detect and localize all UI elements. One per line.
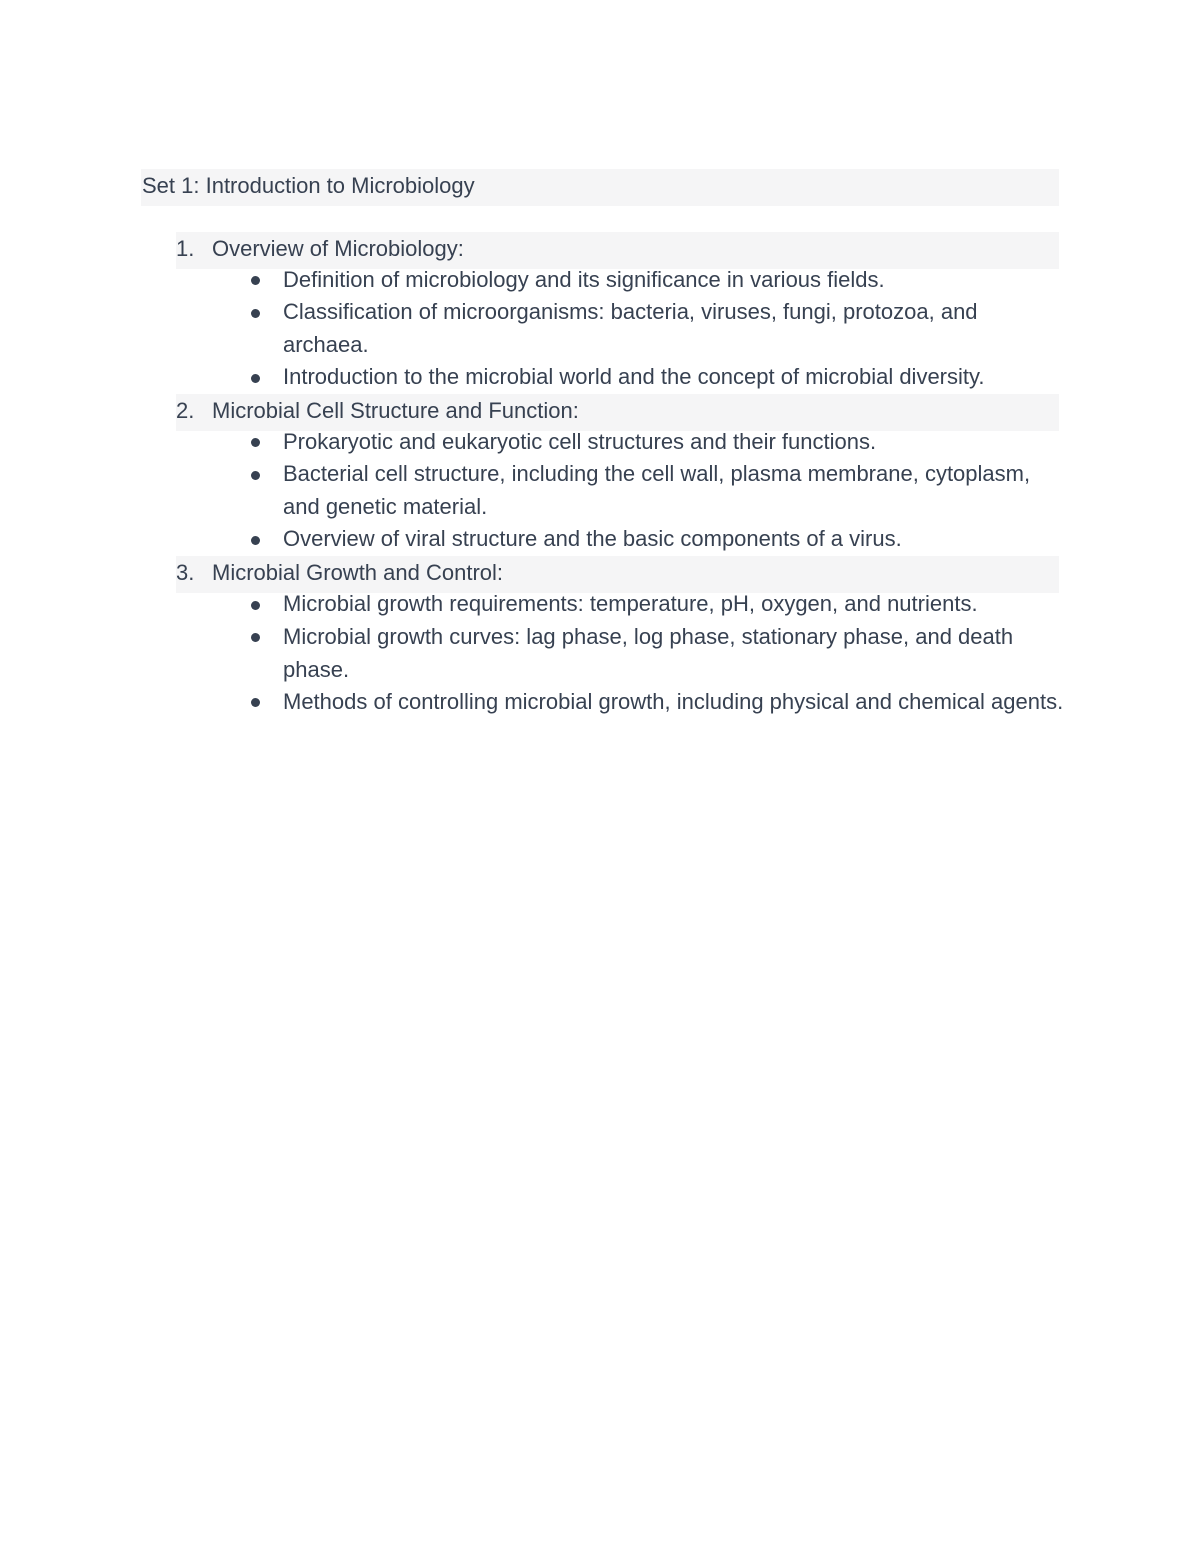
bullet-text: Classification of microorganisms: bacteria, viruses, fungi, protozoa, and archaea.: [283, 299, 978, 357]
bullet-text: Introduction to the microbial world and the concept of microbial diversity.: [283, 364, 985, 389]
section-title: Microbial Cell Structure and Function:: [212, 398, 579, 423]
bullet-text: Definition of microbiology and its significance in various fields.: [283, 267, 885, 292]
bullet-dot: [251, 536, 260, 545]
bullet-text: Prokaryotic and eukaryotic cell structures and their functions.: [283, 429, 877, 454]
bullet-dot: [251, 276, 260, 285]
bullet-dot: [251, 471, 260, 480]
bullet-dot: [251, 633, 260, 642]
bullet-dot: [251, 438, 260, 447]
section-title: Microbial Growth and Control:: [212, 560, 504, 585]
section-number: 3.: [176, 560, 195, 585]
bullet-dot: [251, 374, 260, 383]
section-number: 1.: [176, 236, 195, 261]
bullet-text: Bacterial cell structure, including the cell wall, plasma membrane, cytoplasm, and genetic material.: [283, 461, 1031, 519]
document-title: Set 1: Introduction to Microbiology: [142, 173, 475, 198]
bullet-text: Microbial growth curves: lag phase, log phase, stationary phase, and death phase.: [283, 624, 1014, 682]
bullet-dot: [251, 698, 260, 707]
section-number: 2.: [176, 398, 195, 423]
section-title: Overview of Microbiology:: [212, 236, 464, 261]
bullet-text: Methods of controlling microbial growth, including physical and chemical agents.: [283, 689, 1064, 714]
bullet-text: Microbial growth requirements: temperature, pH, oxygen, and nutrients.: [283, 591, 978, 616]
bullet-dot: [251, 601, 260, 610]
bullet-dot: [251, 309, 260, 318]
bullet-text: Overview of viral structure and the basic components of a virus.: [283, 526, 902, 551]
